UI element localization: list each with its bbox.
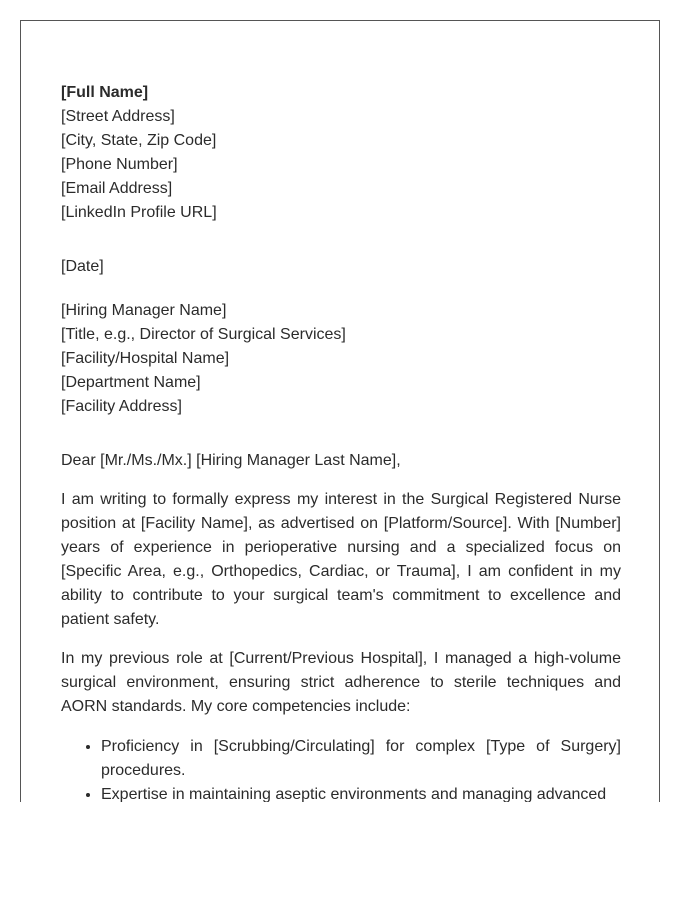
sender-phone: [Phone Number]: [61, 156, 178, 173]
sender-city-state-zip: [City, State, Zip Code]: [61, 132, 217, 149]
salutation: Dear [Mr./Ms./Mx.] [Hiring Manager Last Name],: [61, 452, 401, 469]
body-paragraph-1: I am writing to formally express my interest in the Surgical Registered Nurse position at [Facility Name], as advertised on [Platform/Source]. With [Number] years of experience in perioperative nursing and a specialized focus on [Specific Area, e.g., Orthopedics, Cardiac, or Trauma], I am confident in my ability to contribute to your surgical team's commitment to excellence and patient safety.: [61, 491, 621, 628]
document-page: [20, 20, 660, 802]
competency-item: • Expertise in maintaining aseptic environments and managing advanced: [101, 783, 621, 802]
recipient-facility: [Facility/Hospital Name]: [61, 350, 230, 367]
recipient-department: [Department Name]: [61, 374, 201, 391]
letter-date: [Date]: [61, 258, 104, 275]
sender-block: [61, 81, 621, 225]
competencies-list: [61, 735, 621, 802]
recipient-title: [Title, e.g., Director of Surgical Services]: [61, 326, 346, 343]
body-paragraph-2: In my previous role at [Current/Previous Hospital], I managed a high-volume surgical environment, ensuring strict adherence to sterile techniques and AORN standards. My core competencies include:: [61, 650, 621, 715]
sender-full-name: [Full Name]: [61, 84, 149, 101]
letter-body: [61, 81, 621, 802]
recipient-address: [Facility Address]: [61, 398, 182, 415]
competency-item: • Proficiency in [Scrubbing/Circulating] for complex [Type of Surgery] procedures.: [101, 735, 621, 783]
recipient-block: [61, 299, 621, 419]
sender-email: [Email Address]: [61, 180, 173, 197]
sender-street: [Street Address]: [61, 108, 175, 125]
sender-linkedin: [LinkedIn Profile URL]: [61, 204, 217, 221]
recipient-name: [Hiring Manager Name]: [61, 302, 227, 319]
